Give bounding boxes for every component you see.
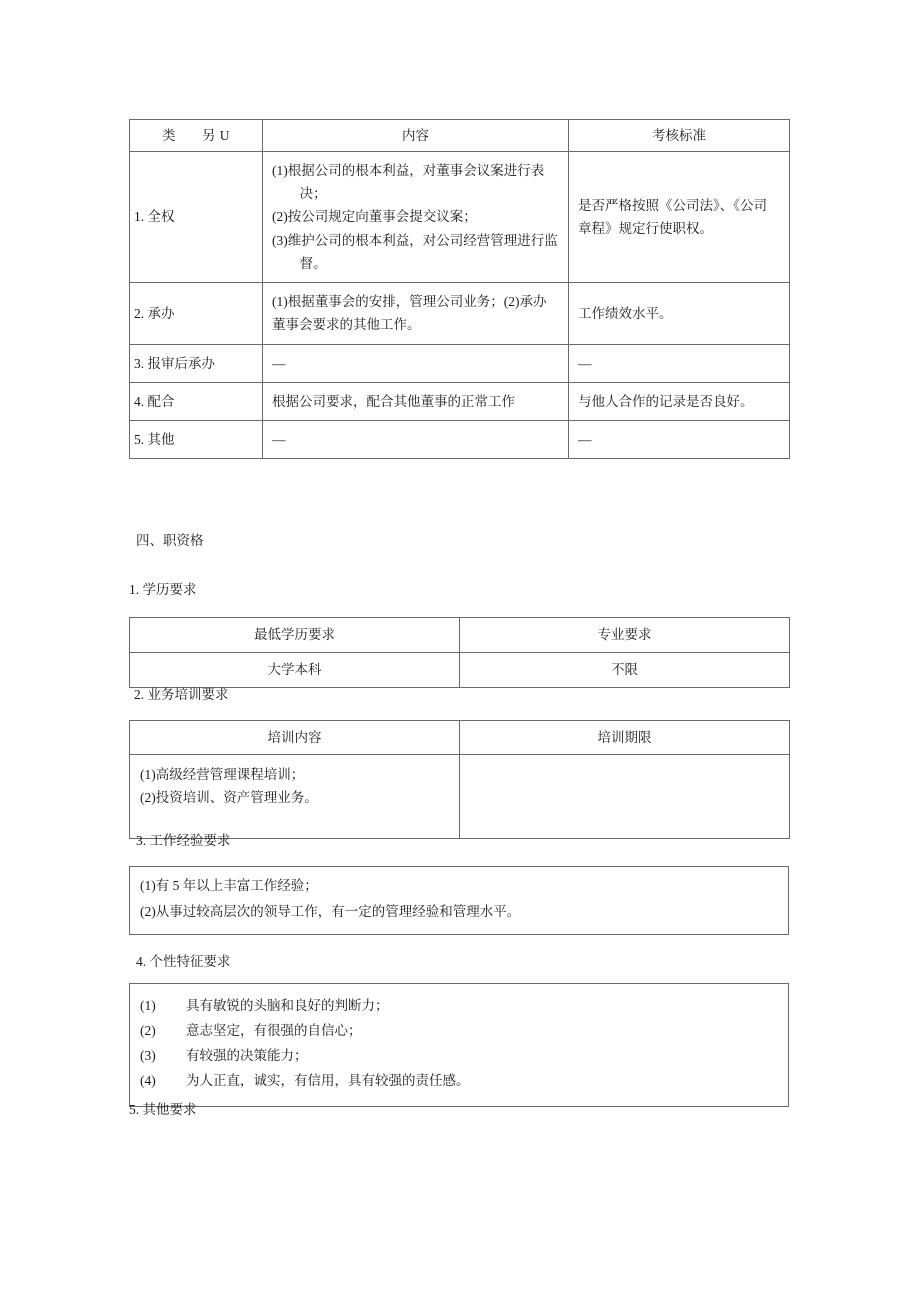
duty-standard: 工作绩效水平。 bbox=[569, 283, 790, 344]
duty-category: 1. 全权 bbox=[130, 152, 263, 283]
column-header-standard: 考核标准 bbox=[569, 120, 790, 152]
category-header-part-2: 另 U bbox=[201, 127, 231, 143]
duty-standard: 是否严格按照《公司法》、《公司章程》规定行使职权。 bbox=[569, 152, 790, 283]
table-row bbox=[130, 283, 790, 344]
personality-item bbox=[140, 1019, 778, 1044]
table-row bbox=[130, 344, 790, 382]
duty-category: 5. 其他 bbox=[130, 420, 263, 458]
subsection-heading-other: 5. 其他要求 bbox=[129, 1102, 197, 1117]
duty-content: — bbox=[263, 420, 569, 458]
subsection-heading-experience: 3. 工作经验要求 bbox=[136, 833, 231, 848]
duty-content: 根据公司要求，配合其他董事的正常工作 bbox=[263, 382, 569, 420]
column-header-category bbox=[130, 120, 263, 152]
duty-content-line: (3)维护公司的根本利益，对公司经营管理进行监督。 bbox=[272, 232, 558, 271]
category-header-part-1: 类 bbox=[161, 127, 176, 143]
subsection-heading-personality: 4. 个性特征要求 bbox=[136, 954, 231, 969]
column-header-min-degree: 最低学历要求 bbox=[130, 618, 460, 653]
duty-standard: — bbox=[569, 420, 790, 458]
section-heading-qualifications: 四、职资格 bbox=[136, 533, 204, 548]
column-header-major: 专业要求 bbox=[460, 618, 790, 653]
training-content-line: (2)投资培训、资产管理业务。 bbox=[140, 790, 318, 806]
duty-standard: — bbox=[569, 344, 790, 382]
table-header-row bbox=[130, 618, 790, 653]
duty-content bbox=[263, 283, 569, 344]
table-row bbox=[130, 755, 790, 839]
value-min-degree: 大学本科 bbox=[130, 653, 460, 688]
training-content-line: (1)高级经营管理课程培训； bbox=[140, 767, 305, 782]
personality-item bbox=[140, 1069, 778, 1094]
value-major: 不限 bbox=[460, 653, 790, 688]
table-row bbox=[130, 382, 790, 420]
duty-content bbox=[263, 152, 569, 283]
table-row bbox=[130, 152, 790, 283]
education-table bbox=[129, 617, 790, 688]
personality-item bbox=[140, 994, 778, 1019]
duty-content-line: (1)根据公司的根本利益，对董事会议案进行表决； bbox=[272, 163, 545, 202]
column-header-training-duration: 培训期限 bbox=[460, 721, 790, 755]
personality-item-index: (1) bbox=[140, 998, 156, 1013]
training-duration-cell bbox=[460, 755, 790, 839]
personality-item-text: 具有敏锐的头脑和良好的判断力； bbox=[186, 998, 389, 1013]
experience-line: (2)从事过较高层次的领导工作，有一定的管理经验和管理水平。 bbox=[140, 904, 521, 920]
experience-box bbox=[129, 866, 789, 935]
training-content-cell bbox=[130, 755, 460, 839]
table-row bbox=[130, 420, 790, 458]
personality-item-text: 为人正直，诚实，有信用，具有较强的责任感。 bbox=[186, 1072, 470, 1088]
duty-content-line: (1)根据董事会的安排，管理公司业务；(2)承办董事会要求的其他工作。 bbox=[272, 294, 547, 333]
personality-item-index: (3) bbox=[140, 1047, 156, 1063]
duty-content-line: (2)按公司规定向董事会提交议案； bbox=[272, 209, 477, 225]
table-row bbox=[130, 653, 790, 688]
duty-content: — bbox=[263, 344, 569, 382]
personality-item-text: 有较强的决策能力； bbox=[186, 1047, 308, 1063]
duty-category: 2. 承办 bbox=[130, 283, 263, 344]
duty-category: 3. 报审后承办 bbox=[130, 344, 263, 382]
column-header-content: 内容 bbox=[263, 120, 569, 152]
personality-item bbox=[140, 1044, 778, 1069]
column-header-training-content: 培训内容 bbox=[130, 721, 460, 755]
duties-table bbox=[129, 119, 790, 459]
subsection-heading-education: 1. 学历要求 bbox=[129, 582, 197, 597]
personality-item-text: 意志坚定，有很强的自信心； bbox=[186, 1022, 362, 1038]
table-header-row bbox=[130, 721, 790, 755]
duty-category: 4. 配合 bbox=[130, 382, 263, 420]
duty-standard: 与他人合作的记录是否良好。 bbox=[569, 382, 790, 420]
training-table bbox=[129, 720, 790, 839]
personality-item-index: (4) bbox=[140, 1072, 156, 1088]
subsection-heading-training: 2. 业务培训要求 bbox=[134, 687, 229, 702]
experience-line: (1)有 5 年以上丰富工作经验； bbox=[140, 878, 318, 893]
table-header-row bbox=[130, 120, 790, 152]
personality-box bbox=[129, 983, 789, 1107]
personality-item-index: (2) bbox=[140, 1022, 156, 1038]
